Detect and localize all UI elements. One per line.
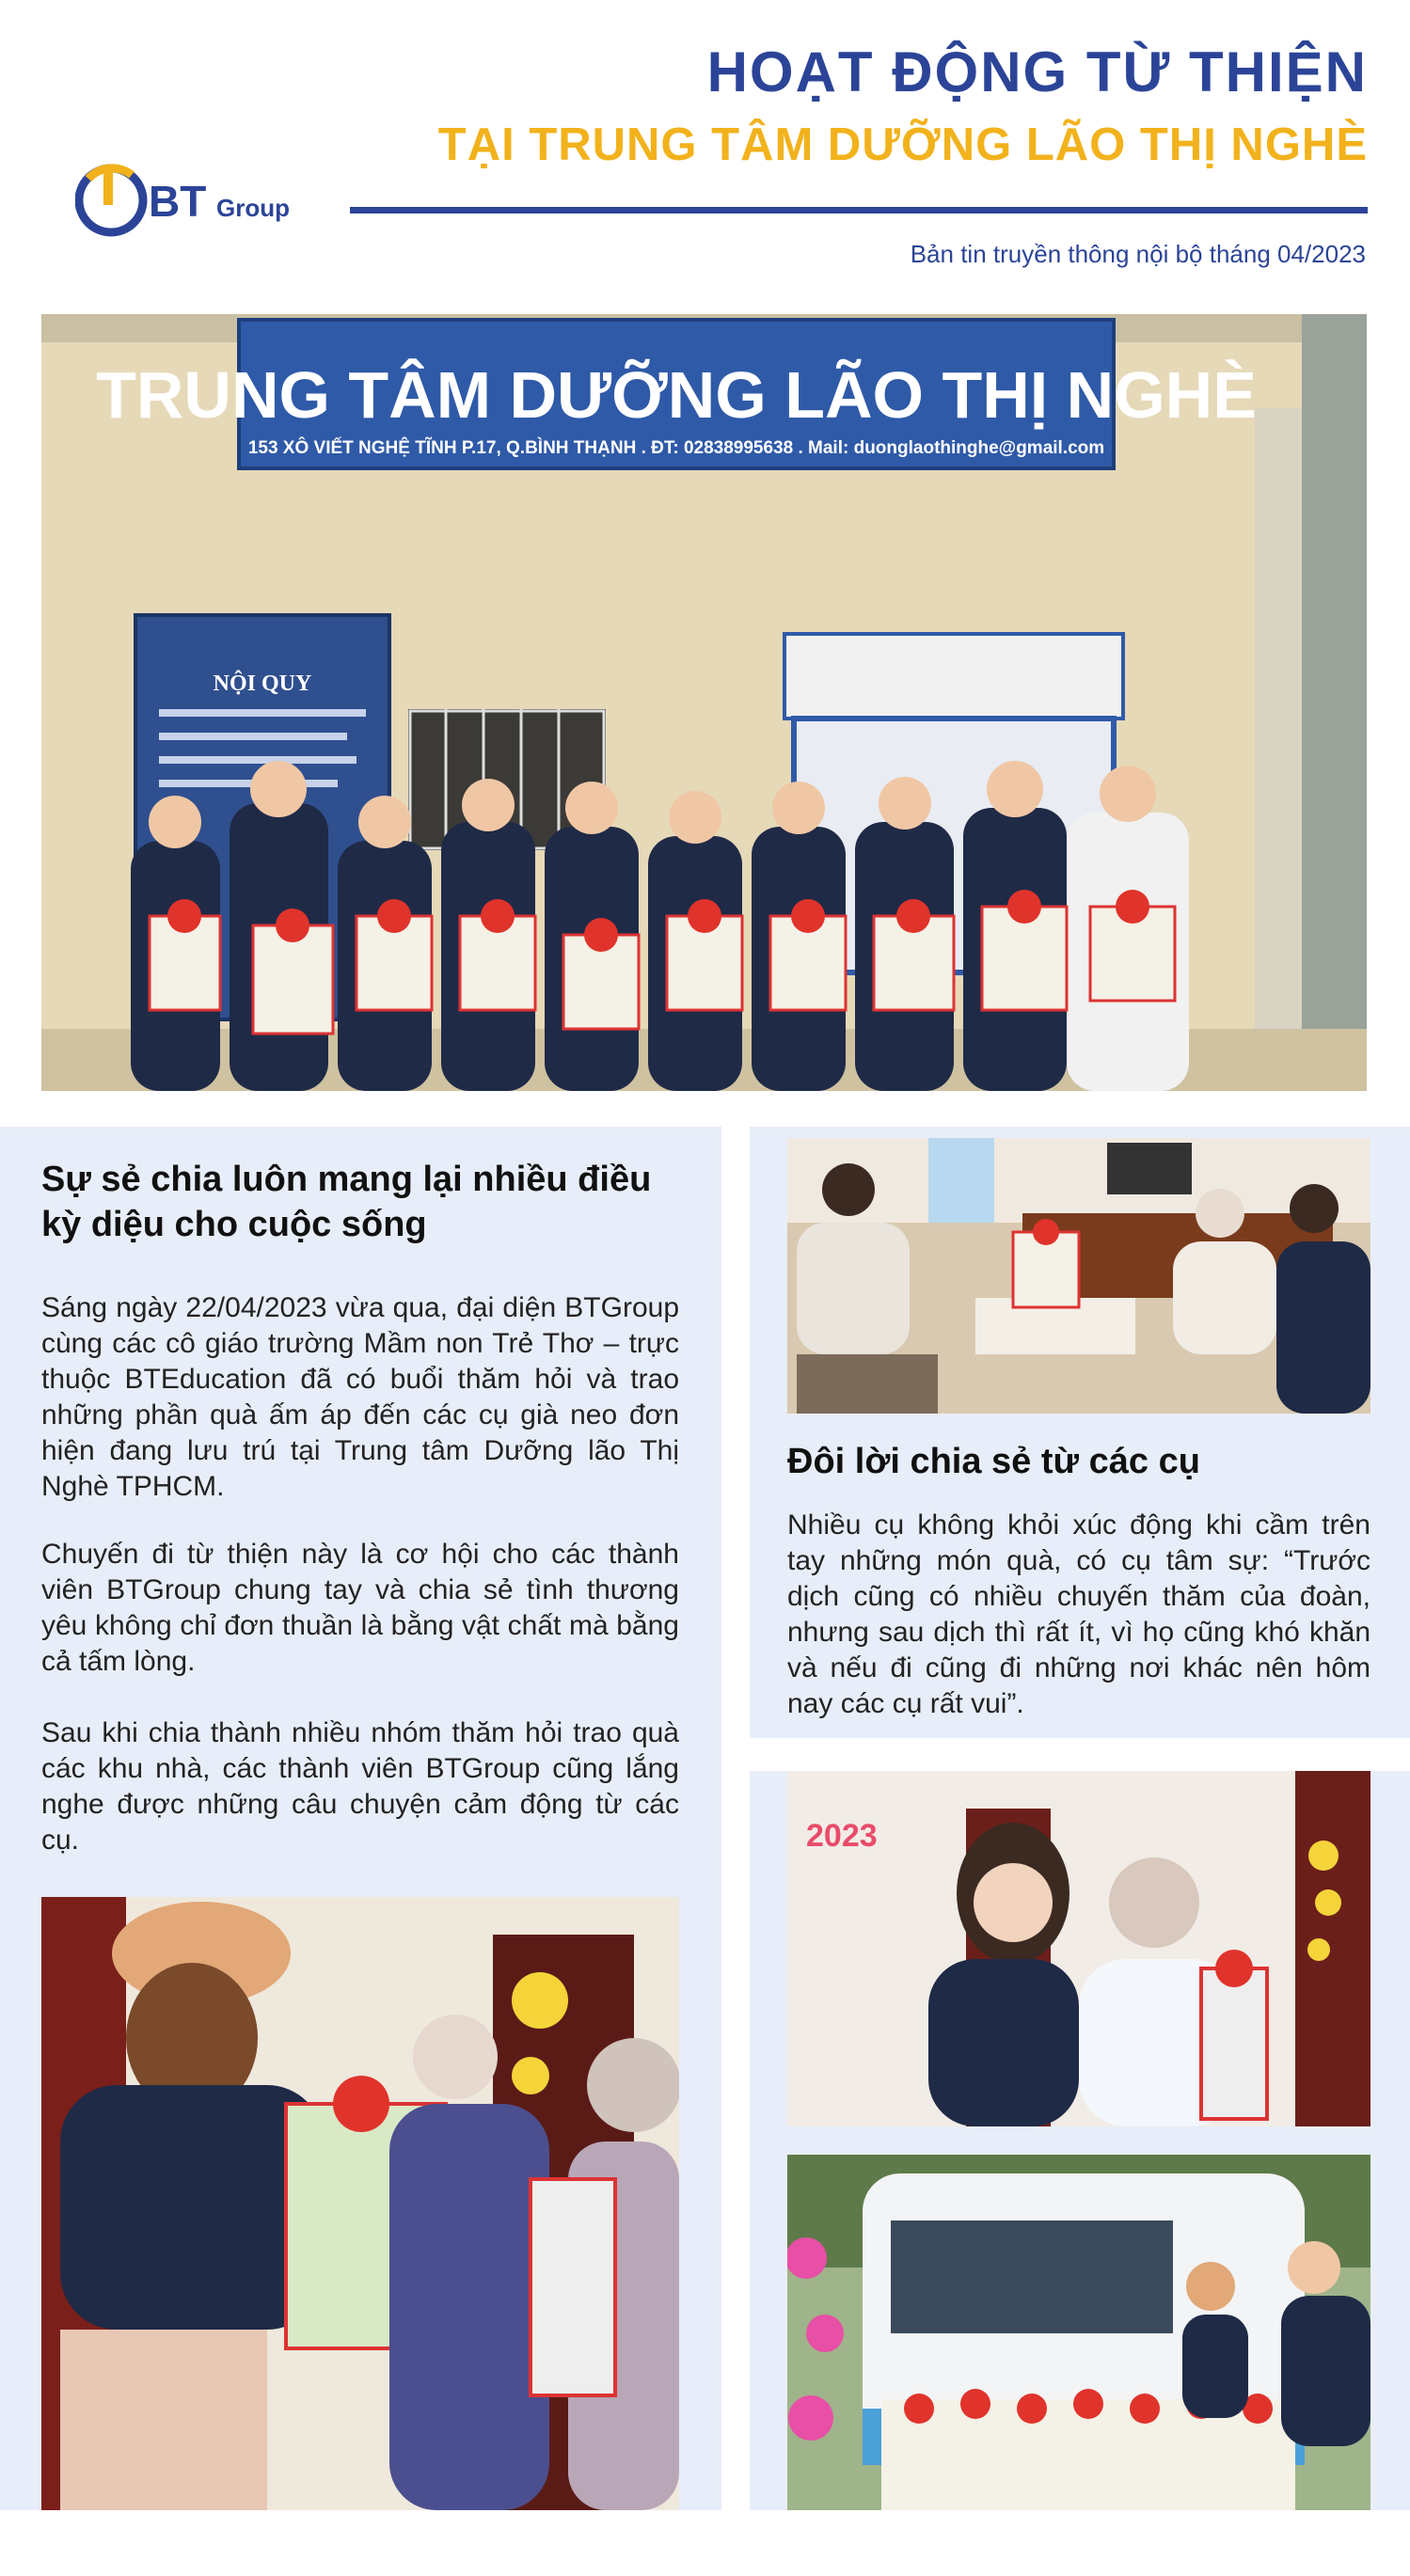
hero-photo bbox=[41, 314, 1367, 1091]
page-title: HOẠT ĐỘNG TỪ THIỆN bbox=[706, 40, 1368, 103]
photo-bus-gifts bbox=[787, 2155, 1370, 2510]
notice-title-text: NỘI QUY bbox=[213, 672, 312, 696]
left-paragraph-3: Sau khi chia thành nhiều nhóm thăm hỏi trao quà các khu nhà, các thành viên BTGroup cũng lắng nghe được những câu chuyện cảm động từ các cụ. bbox=[41, 1717, 679, 1856]
photo-visit-room bbox=[787, 1138, 1370, 1414]
logo-mark-icon bbox=[75, 158, 320, 243]
logo-subtext: Group bbox=[216, 194, 290, 222]
year-decoration-text: 2023 bbox=[806, 1818, 878, 1854]
photo-gift-handover bbox=[41, 1897, 679, 2510]
sign-title-text: TRUNG TÂM DƯỠNG LÃO THỊ NGHÈ bbox=[96, 358, 1257, 432]
right-heading: Đôi lời chia sẻ từ các cụ bbox=[787, 1442, 1200, 1481]
bulletin-caption: Bản tin truyền thông nội bộ tháng 04/2023 bbox=[910, 240, 1366, 268]
logo-text: BT bbox=[149, 177, 207, 226]
page-subtitle: TẠI TRUNG TÂM DƯỠNG LÃO THỊ NGHÈ bbox=[437, 119, 1368, 170]
right-paragraph: Nhiều cụ không khỏi xúc động khi cầm trên tay những món quà, có cụ tâm sự: “Trước dịch cũng có nhiều chuyến thăm của đoàn, nhưng sau dịch thì rất ít, vì họ cũng khó khăn và nếu đi cũng đi những nơi khác nên hôm nay các cụ rất vui”. bbox=[787, 1509, 1370, 1719]
sign-address-text: 153 XÔ VIẾT NGHỆ TĨNH P.17, Q.BÌNH THẠNH . ĐT: 02838995638 . Mail: duonglaothinghe@gmail.com bbox=[247, 438, 1105, 458]
left-heading: Sự sẻ chia luôn mang lại nhiều điều kỳ diệu cho cuộc sống bbox=[41, 1160, 652, 1244]
left-paragraph-2: Chuyến đi từ thiện này là cơ hội cho các thành viên BTGroup chung tay và chia sẻ tình thương yêu không chỉ đơn thuần là bằng vật chất mà bằng cả tấm lòng. bbox=[41, 1539, 679, 1677]
header-divider bbox=[350, 207, 1368, 213]
photo-elder-portrait bbox=[787, 1771, 1370, 2126]
left-paragraph-1: Sáng ngày 22/04/2023 vừa qua, đại diện BTGroup cùng các cô giáo trường Mầm non Trẻ Thơ – trực thuộc BTEducation đã có buổi thăm hỏi và trao những phần quà ấm áp đến các cụ già neo đơn hiện đang lưu trú tại Trung tâm Dưỡng lão Thị Nghè TPHCM. bbox=[41, 1292, 679, 1502]
company-logo bbox=[75, 158, 320, 243]
